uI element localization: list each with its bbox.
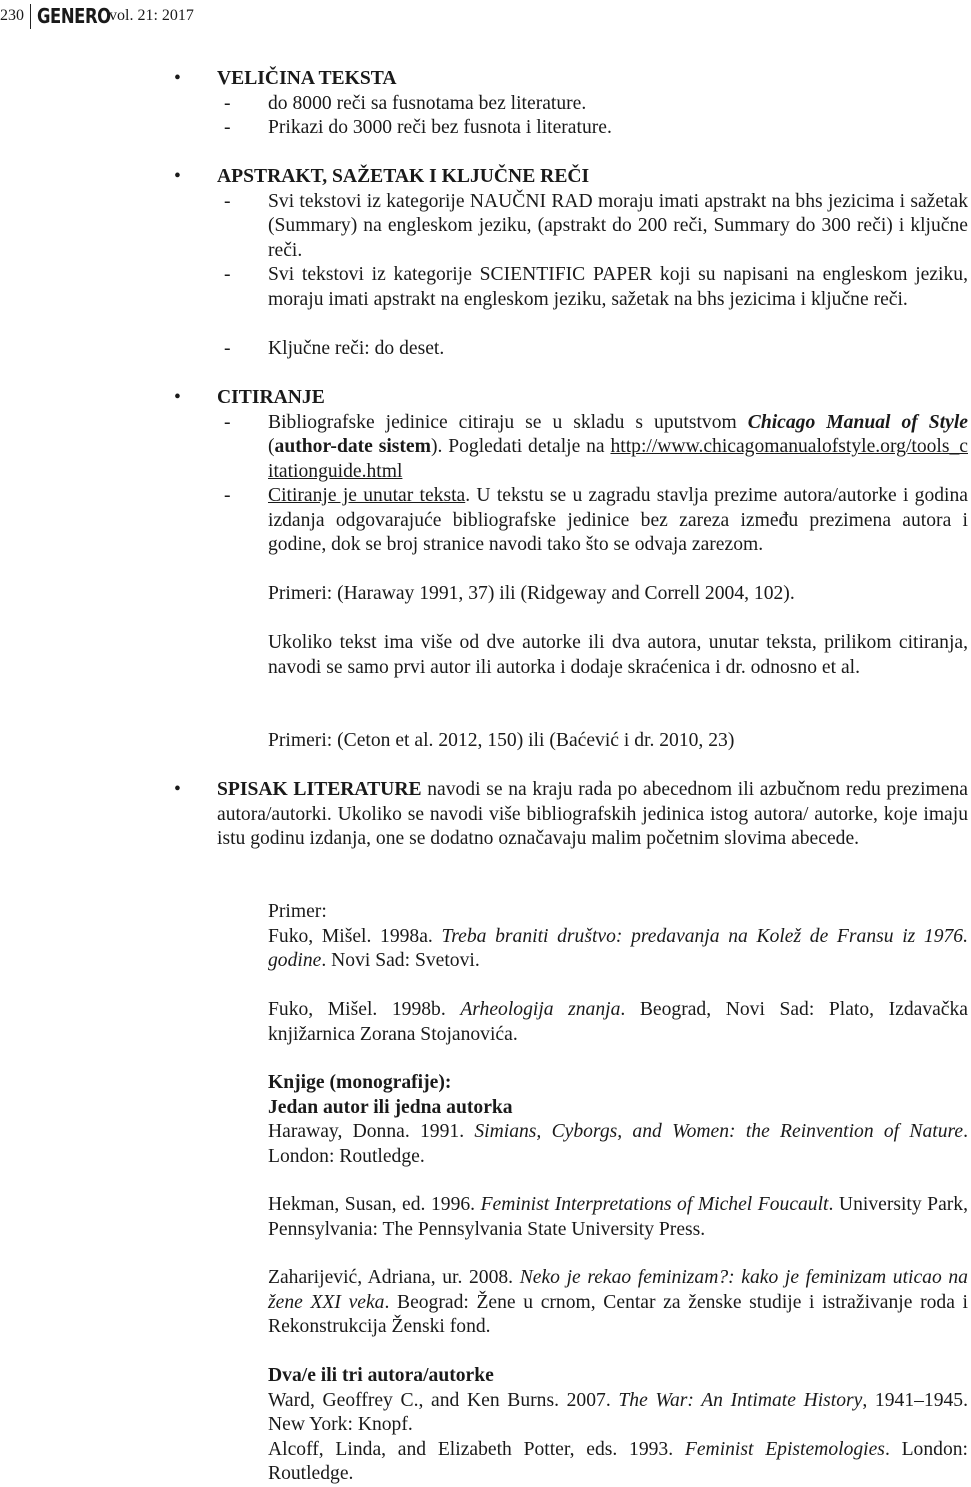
dash: - xyxy=(224,411,231,433)
section-title: APSTRAKT, SAŽETAK I KLJUČNE REČI xyxy=(217,166,590,187)
item-text xyxy=(268,411,968,485)
citation-paragraph: Ukoliko tekst ima više od dve autorke ili dva autora, unutar teksta, prilikom citiranja, navodi se samo prvi autor ili autorka i dodaje skraćenica i dr. odnosno et al. xyxy=(268,632,968,678)
citation-example: Primeri: (Ceton et al. 2012, 150) ili (Baćević i dr. 2010, 23) xyxy=(268,730,735,751)
section-paragraph xyxy=(217,778,968,852)
system-name: author-date sistem xyxy=(274,436,431,457)
ref-title: Simians, Cyborgs, and Women: the Reinvention of Nature xyxy=(474,1121,964,1142)
ref-author: Fuko, Mišel. 1998b. xyxy=(268,999,461,1020)
ref-publisher: . London: Routledge. xyxy=(268,1438,968,1484)
page-number: 230 xyxy=(0,6,24,24)
ref-publisher: . University Park, Pennsylvania: The Pennsylvania State University Press. xyxy=(268,1194,968,1240)
dash: - xyxy=(224,485,231,506)
ref-author: Ward, Geoffrey C., and Ken Burns. 2007. xyxy=(268,1389,619,1411)
text: Bibliografske jedinice citiraju se u skladu s uputstvom xyxy=(268,411,748,433)
ref-author: Haraway, Donna. 1991. xyxy=(268,1121,475,1142)
reference-entry xyxy=(268,1193,968,1242)
ref-author: Hekman, Susan, ed. 1996. xyxy=(268,1194,481,1215)
item-text: Prikazi do 3000 reči bez fusnota i literature. xyxy=(268,117,612,138)
ref-author: Alcoff, Linda, and Elizabeth Potter, eds. 1993. xyxy=(268,1438,685,1460)
dash: - xyxy=(224,117,231,138)
dash: - xyxy=(224,92,231,114)
text: ). Pogledati detalje na xyxy=(430,436,611,457)
volume-info: vol. 21: 2017 xyxy=(109,6,194,24)
journal-logo: GENERO xyxy=(37,3,111,28)
text: . U tekstu se u zagradu stavlja prezime autora/autorke i godina izdanja odgovarajuće bibliografske jedinice bez zareza između prezimena autora i godine, dok se broj stranice navodi tako što se odvaja zarezom. xyxy=(268,485,968,555)
ref-publisher: . Novi Sad: Svetovi. xyxy=(321,950,480,971)
section-title: SPISAK LITERATURE xyxy=(217,779,422,800)
item-text: Svi tekstovi iz kategorije SCIENTIFIC PAPER koji su napisani na engleskom jeziku, moraju imati apstrakt na engleskom jeziku, sažetak na bhs jezicima i ključne reči. xyxy=(268,264,968,310)
item-text xyxy=(268,484,968,558)
ref-title: Feminist Interpretations of Michel Foucault xyxy=(480,1194,829,1215)
reference-entry xyxy=(268,1438,968,1487)
item-text: Ključne reči: do deset. xyxy=(268,337,445,359)
bullet: • xyxy=(174,166,181,187)
header-divider xyxy=(30,4,31,29)
dash: - xyxy=(224,264,231,285)
bullet: • xyxy=(174,68,181,89)
books-subheading: Dva/e ili tri autora/autorke xyxy=(268,1365,494,1386)
ref-title: Arheologija znanja xyxy=(460,999,621,1020)
books-subheading: Jedan autor ili jedna autorka xyxy=(268,1096,513,1118)
bullet: • xyxy=(174,387,181,408)
books-heading: Knjige (monografije): xyxy=(268,1072,452,1093)
ref-publisher: , 1941–1945. New York: Knopf. xyxy=(268,1389,968,1435)
ref-publisher: . Beograd, Novi Sad: Plato, Izdavačka knjižarnica Zorana Stojanovića. xyxy=(268,999,968,1045)
reference-entry xyxy=(268,1120,968,1169)
citation-guide-link[interactable]: http://www.chicagomanualofstyle.org/tools_citationguide.html xyxy=(268,436,968,482)
item-text: do 8000 reči sa fusnotama bez literature. xyxy=(268,92,587,114)
section-title: CITIRANJE xyxy=(217,387,325,408)
dash: - xyxy=(224,190,231,212)
ref-author: Fuko, Mišel. 1998a. xyxy=(268,925,442,947)
primer-label: Primer: xyxy=(268,901,327,922)
text: ( xyxy=(268,436,275,457)
ref-publisher: . Beograd: Žene u crnom, Centar za ženske studije i istraživanje roda i Rekonstrukcija Ženski fond. xyxy=(268,1291,968,1337)
ref-author: Zaharijević, Adriana, ur. 2008. xyxy=(268,1267,520,1288)
in-text-citation-link: Citiranje je unutar teksta xyxy=(268,485,466,506)
item-text: Svi tekstovi iz kategorije NAUČNI RAD moraju imati apstrakt na bhs jezicima i sažetak (Summary) na engleskom jeziku, (apstrakt do 200 reči, Summary do 300 reči) i ključne reči. xyxy=(268,190,968,261)
ref-title: Neko je rekao feminizam?: kako je feminizam uticao na žene XXI veka xyxy=(268,1267,968,1313)
section-title: VELIČINA TEKSTA xyxy=(217,68,397,89)
reference-entry xyxy=(268,925,968,974)
dash: - xyxy=(224,337,231,359)
reference-entry xyxy=(268,998,968,1047)
text: navodi se na kraju rada po abecednom ili azbučnom redu prezimena autora/autorki. Ukoliko se navodi više bibliografskih jedinica istog autora/ autorke, koje imaju istu godinu izdanja, one se dodatno označavaju malim početnim slovima abecede. xyxy=(217,779,968,849)
ref-title: The War: An Intimate History xyxy=(618,1389,863,1411)
ref-publisher: . London: Routledge. xyxy=(268,1121,968,1167)
reference-entry xyxy=(268,1389,968,1438)
reference-entry xyxy=(268,1266,968,1340)
style-guide-name: Chicago Manual of Style xyxy=(747,411,968,433)
ref-title: Treba braniti društvo: predavanja na Kolež de Fransu iz 1976. godine xyxy=(268,925,968,971)
bullet: • xyxy=(174,779,181,800)
citation-example: Primeri: (Haraway 1991, 37) ili (Ridgeway and Correll 2004, 102). xyxy=(268,583,795,604)
ref-title: Feminist Epistemologies xyxy=(684,1438,885,1460)
running-header xyxy=(0,3,194,29)
